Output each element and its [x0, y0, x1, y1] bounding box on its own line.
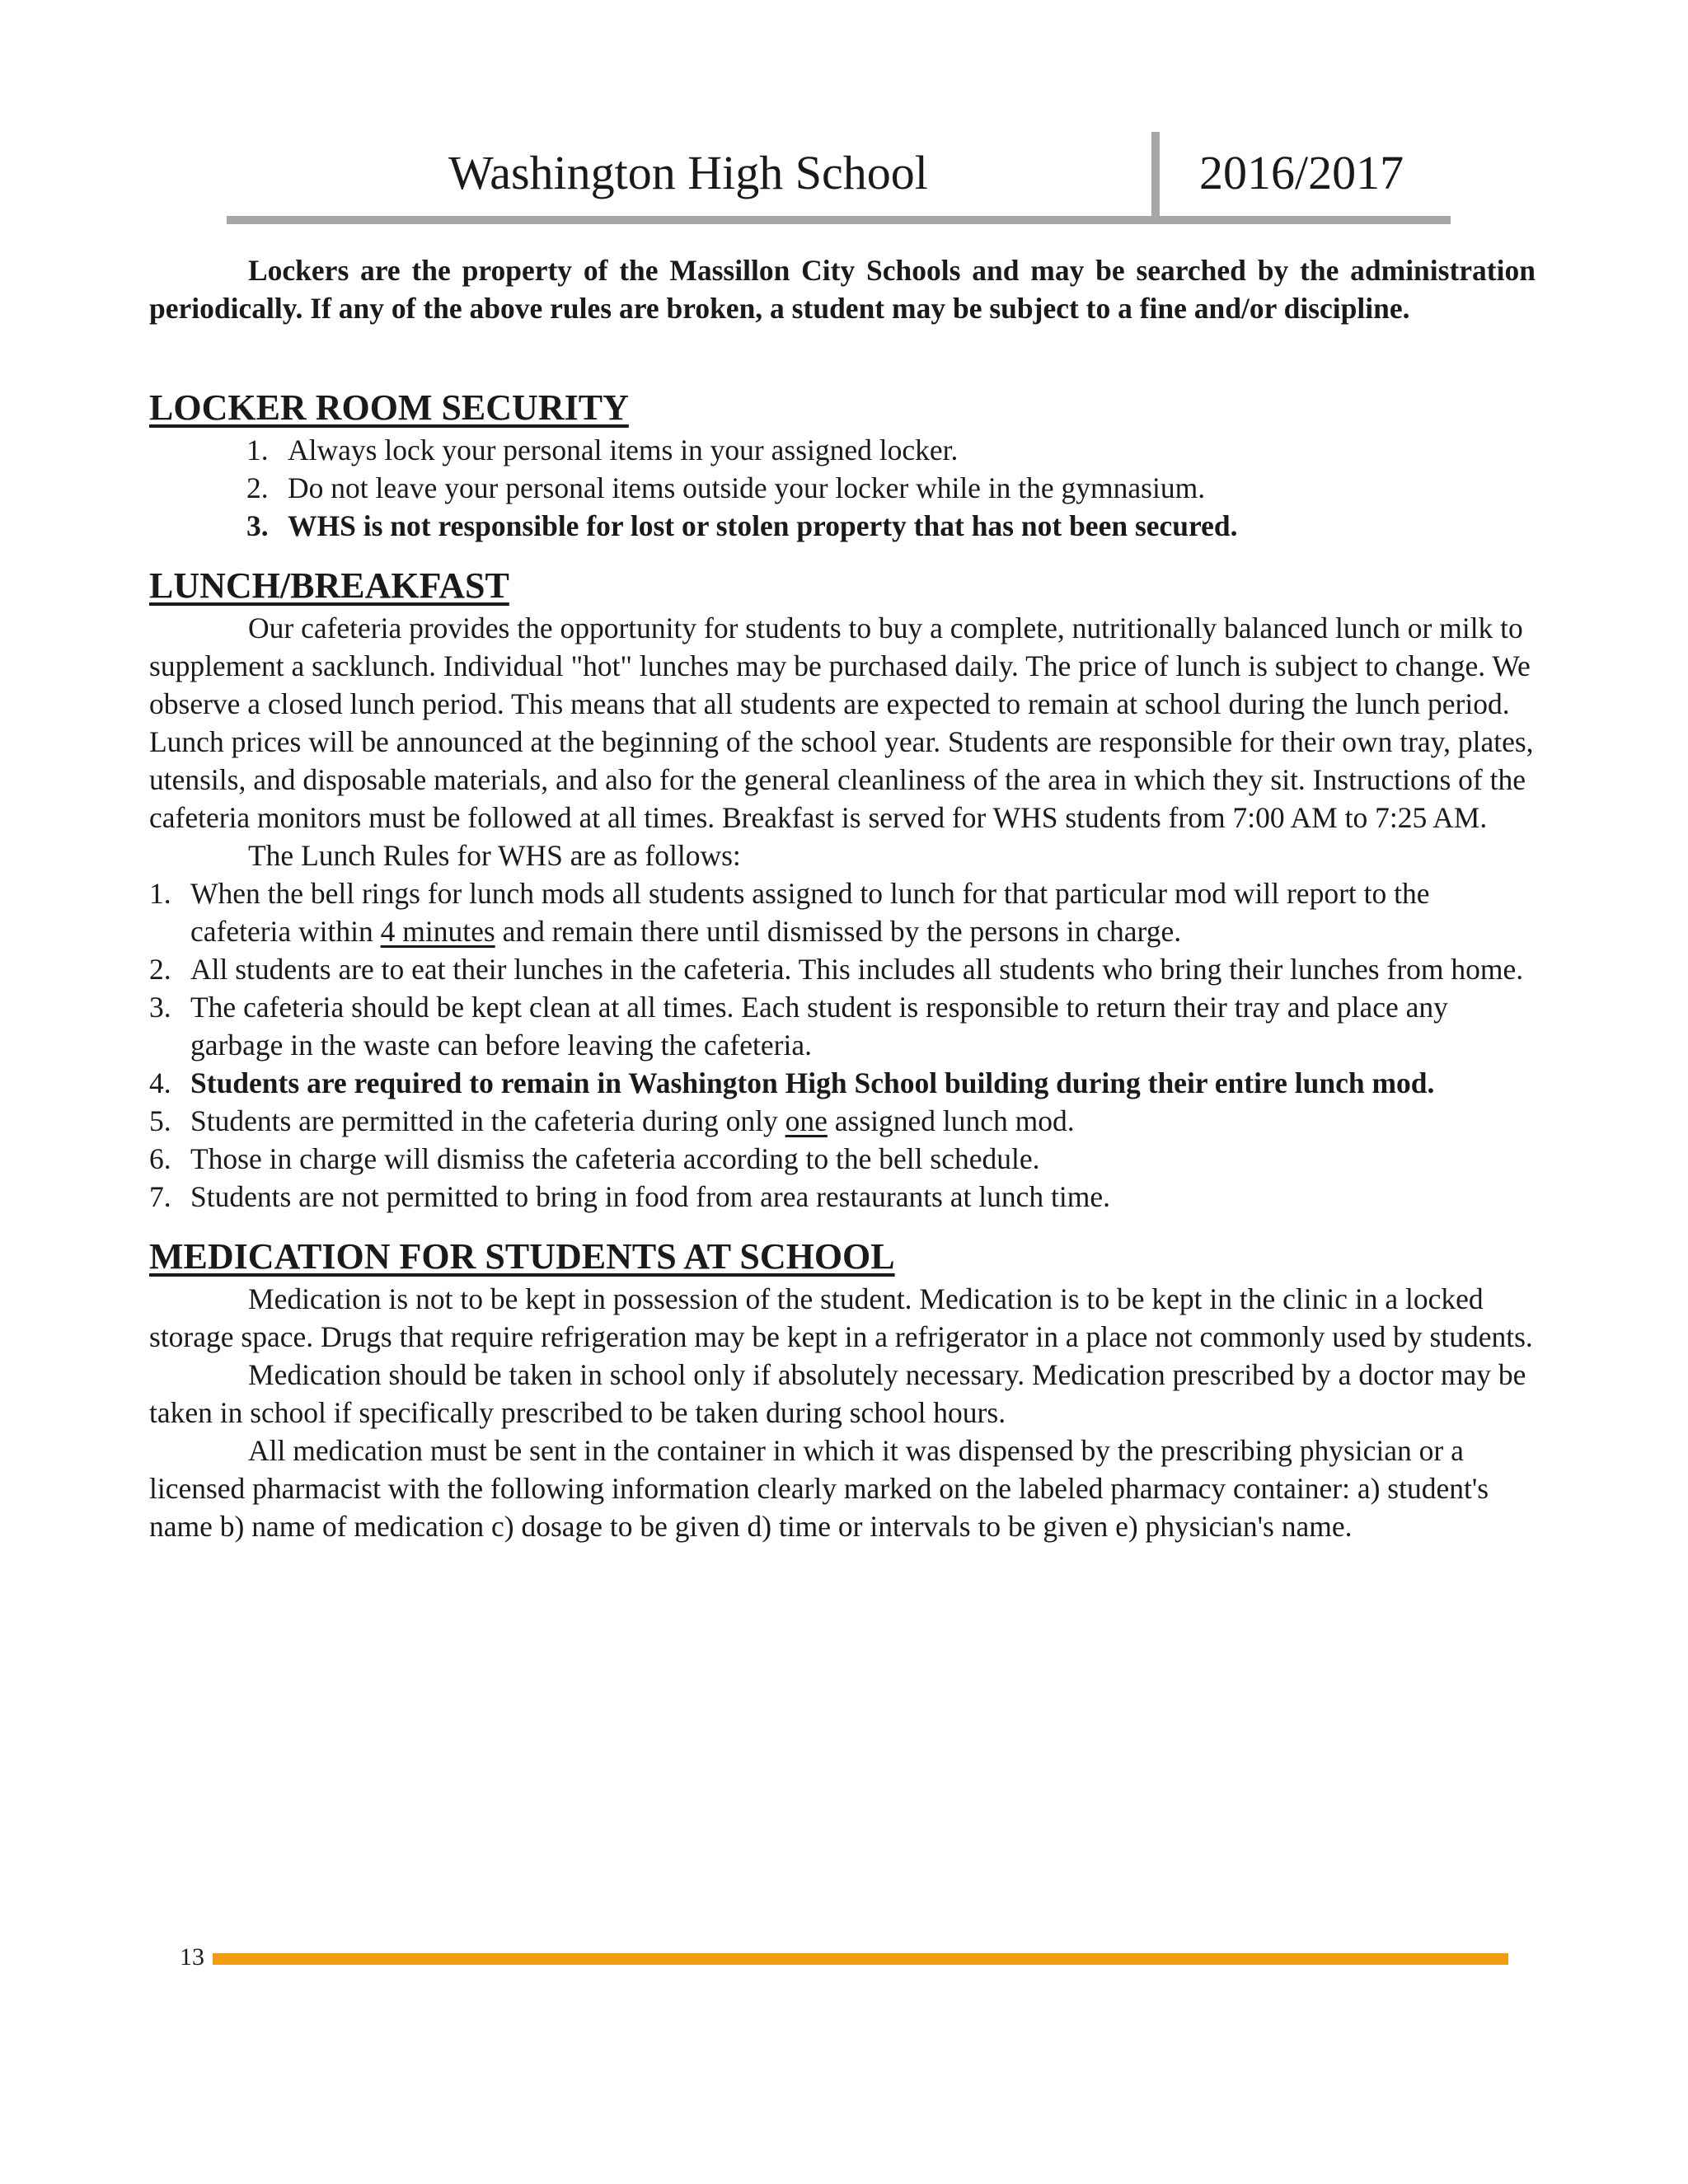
page-header [227, 132, 1451, 223]
list-item: 5. Students are permitted in the cafeteria during only one assigned lunch mod. [149, 1104, 1075, 1137]
medication-paragraph-3: All medication must be sent in the container in which it was dispensed by the prescribing physician or a licensed pharmacist with the following information clearly marked on the labeled pharmacy container: a) student's name b) name of medication c) dosage to be given d) time or intervals to be given e) physician's name. [149, 1434, 1489, 1543]
medication-paragraph-2: Medication should be taken in school only if absolutely necessary. Medication prescribed by a doctor may be taken in school if specifically prescribed to be taken during school hours. [149, 1358, 1526, 1429]
header-school-year: 2016/2017 [1199, 146, 1404, 199]
underlined-one: one [785, 1104, 828, 1137]
locker-room-list [149, 431, 1536, 545]
lunch-paragraph: Our cafeteria provides the opportunity for students to buy a complete, nutritionally balanced lunch or milk to supplement a sacklunch. Individual "hot" lunches may be purchased daily. The price of lunch is subject to change. We observe a closed lunch period. This means that all students are expected to remain at school during the lunch period. Lunch prices will be announced at the beginning of the school year. Students are responsible for their own tray, plates, utensils, and disposable materials, and also for the general cleanliness of the area in which they sit. Instructions of the cafeteria monitors must be followed at all times. Breakfast is served for WHS students from 7:00 AM to 7:25 AM. [149, 612, 1534, 834]
page-content [149, 251, 1536, 1545]
page-footer [0, 1943, 1688, 1971]
list-item: 6. Those in charge will dismiss the cafeteria according to the bell schedule. [149, 1142, 1040, 1175]
list-item: 2. Do not leave your personal items outside your locker while in the gymnasium. [246, 471, 1206, 504]
locker-room-heading: LOCKER ROOM SECURITY [149, 387, 629, 428]
lunch-rules-intro: The Lunch Rules for WHS are as follows: [248, 839, 741, 872]
lunch-rules-list [149, 874, 1536, 1216]
locker-intro-paragraph: Lockers are the property of the Massillon City Schools and may be searched by the administration periodically. If any of the above rules are broken, a student may be subject to a fine and/or discipline. [149, 254, 1536, 325]
lunch-breakfast-heading: LUNCH/BREAKFAST [149, 565, 509, 606]
footer-accent-bar [213, 1953, 1508, 1965]
list-item: 3. WHS is not responsible for lost or stolen property that has not been secured. [246, 509, 1238, 542]
list-item: 4. Students are required to remain in Washington High School building during their entire lunch mod. [149, 1066, 1435, 1099]
medication-heading: MEDICATION FOR STUDENTS AT SCHOOL [149, 1236, 895, 1277]
list-item: 1. Always lock your personal items in your assigned locker. [246, 434, 959, 466]
header-rule [227, 216, 1451, 224]
header-school-name: Washington High School [448, 146, 928, 199]
list-item: 7. Students are not permitted to bring in food from area restaurants at lunch time. [149, 1180, 1110, 1213]
medication-paragraph-1: Medication is not to be kept in possession of the student. Medication is to be kept in the clinic in a locked storage space. Drugs that require refrigeration may be kept in a refrigerator in a place not commonly used by students. [149, 1282, 1533, 1353]
underlined-time-limit: 4 minutes [380, 915, 495, 948]
list-item: 1. When the bell rings for lunch mods all students assigned to lunch for that particular mod will report to the cafeteria within 4 minutes and remain there until dismissed by the persons in charge. [149, 877, 1430, 948]
header-divider [1151, 132, 1160, 216]
list-item: 3. The cafeteria should be kept clean at all times. Each student is responsible to return their tray and place any garbage in the waste can before leaving the cafeteria. [149, 991, 1448, 1062]
page-number: 13 [180, 1943, 204, 1971]
list-item: 2. All students are to eat their lunches in the cafeteria. This includes all students who bring their lunches from home. [149, 953, 1524, 986]
